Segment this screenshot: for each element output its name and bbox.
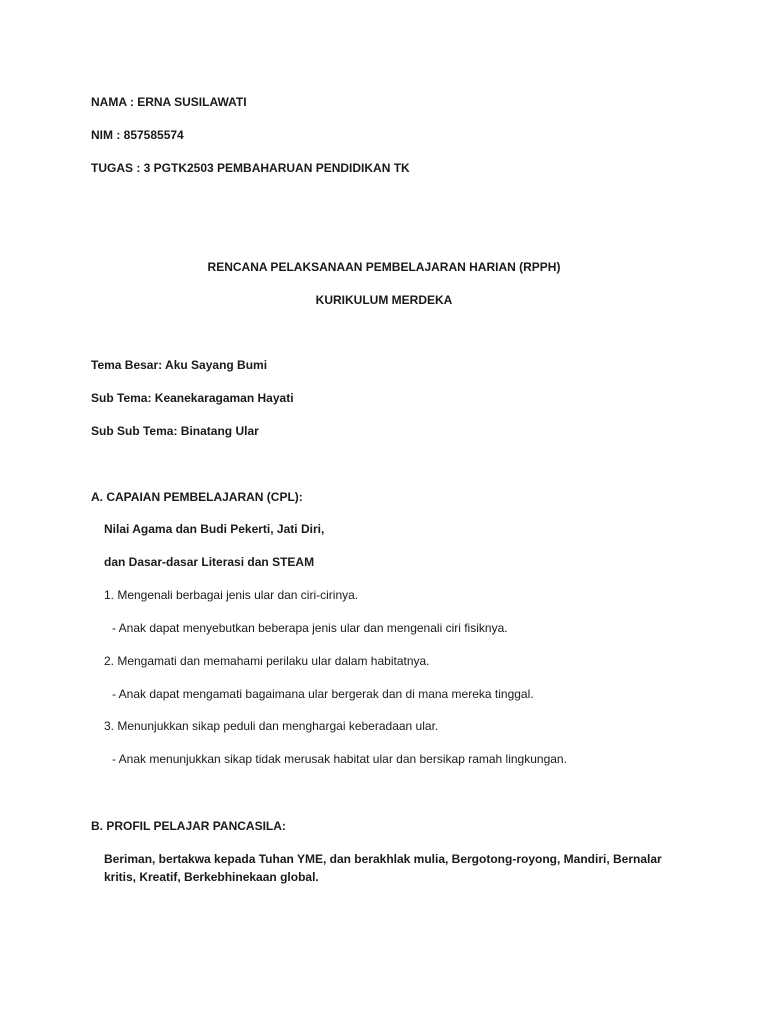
list-item: 3. Menunjukkan sikap peduli dan menghargai keberadaan ular. (104, 719, 439, 733)
list-item-detail: - Anak dapat menyebutkan beberapa jenis ular dan mengenali ciri fisiknya. (112, 621, 508, 635)
section-b-body: Beriman, bertakwa kepada Tuhan YME, dan berakhlak mulia, Bergotong-royong, Mandiri, Bernalar kritis, Kreatif, Berkebhinekaan global. (104, 852, 662, 884)
list-item-detail: - Anak dapat mengamati bagaimana ular bergerak dan di mana mereka tinggal. (112, 687, 534, 701)
list-item: 1. Mengenali berbagai jenis ular dan ciri-cirinya. (104, 588, 359, 602)
section-a-subheading: dan Dasar-dasar Literasi dan STEAM (104, 555, 315, 569)
student-nim: NIM : 857585574 (91, 128, 184, 142)
section-a-subheading: Nilai Agama dan Budi Pekerti, Jati Diri, (104, 522, 325, 536)
list-item: 2. Mengamati dan memahami perilaku ular dalam habitatnya. (104, 654, 430, 668)
sub-sub-tema: Sub Sub Tema: Binatang Ular (91, 424, 259, 438)
document-subtitle: KURIKULUM MERDEKA (315, 293, 453, 307)
assignment-title: TUGAS : 3 PGTK2503 PEMBAHARUAN PENDIDIKAN TK (91, 161, 410, 175)
sub-tema: Sub Tema: Keanekaragaman Hayati (91, 391, 294, 405)
document-title: RENCANA PELAKSANAAN PEMBELAJARAN HARIAN (RPPH) (207, 260, 561, 274)
student-name: NAMA : ERNA SUSILAWATI (91, 95, 247, 109)
section-b-heading: B. PROFIL PELAJAR PANCASILA: (91, 819, 286, 833)
section-a-heading: A. CAPAIAN PEMBELAJARAN (CPL): (91, 490, 303, 504)
list-item-detail: - Anak menunjukkan sikap tidak merusak habitat ular dan bersikap ramah lingkungan. (112, 752, 567, 766)
tema-besar: Tema Besar: Aku Sayang Bumi (91, 358, 268, 372)
